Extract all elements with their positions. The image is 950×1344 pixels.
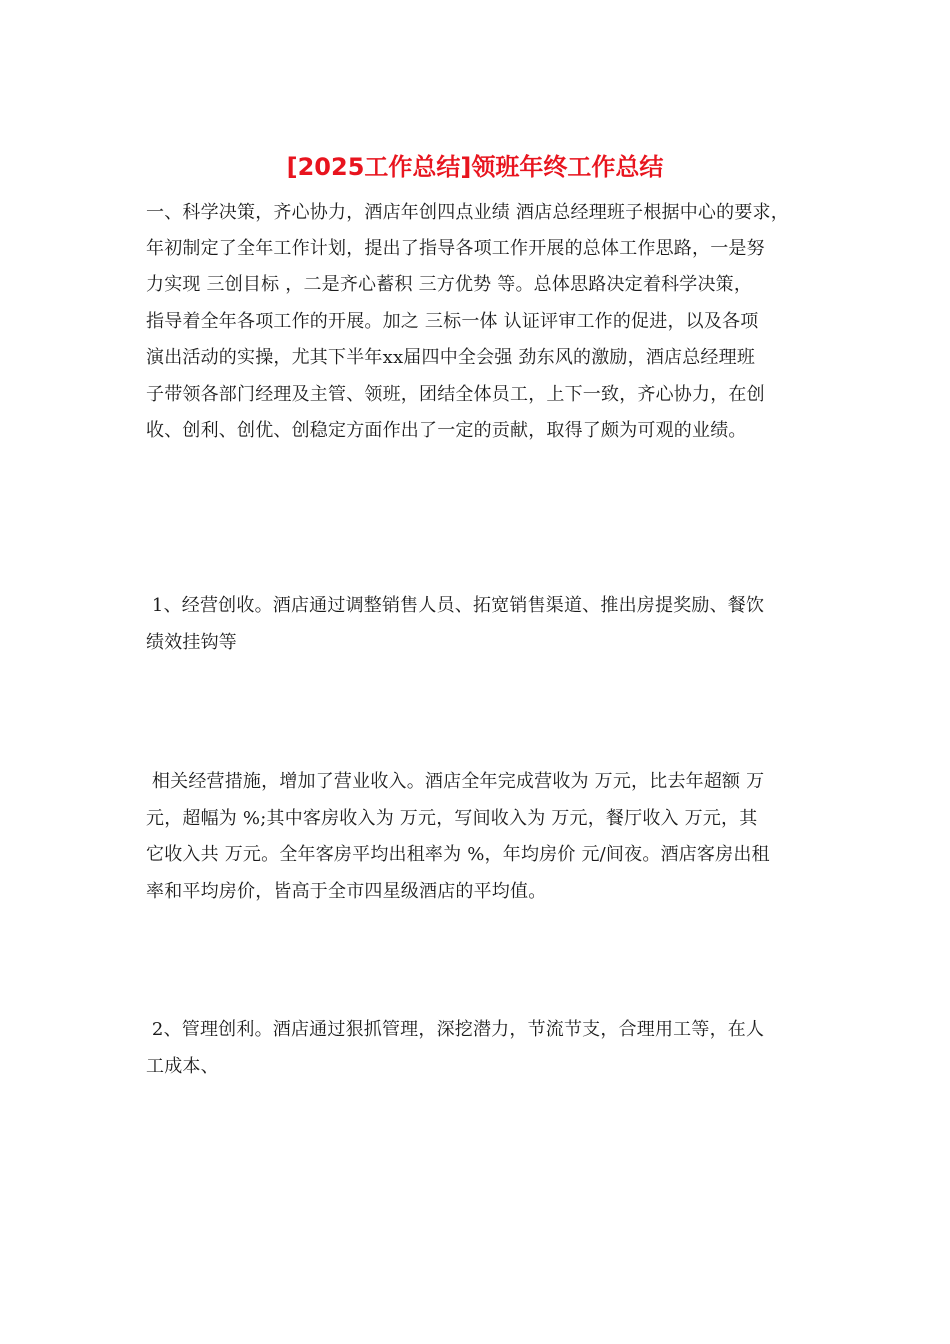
text-line: 1、经营创收。酒店通过调整销售人员、拓宽销售渠道、推出房提奖励、餐饮 xyxy=(146,595,765,616)
text-line: 年初制定了全年工作计划，提出了指导各项工作开展的总体工作思路，一是努 xyxy=(146,238,765,259)
text-line: 率和平均房价，皆高于全市四星级酒店的平均值。 xyxy=(146,881,547,902)
text-line: 演出活动的实操，尤其下半年xx届四中全会强 劲东风的激励，酒店总经理班 xyxy=(146,347,756,368)
document-title: [2025工作总结]领班年终工作总结 xyxy=(286,153,664,181)
text-line: 相关经营措施，增加了营业收入。酒店全年完成营收为 万元，比去年超额 万 xyxy=(146,771,765,792)
text-line: 绩效挂钩等 xyxy=(146,632,237,653)
text-line: 收、创利、创优、创稳定方面作出了一定的贡献，取得了颇为可观的业绩。 xyxy=(146,420,747,441)
text-line: 子带领各部门经理及主管、领班，团结全体员工，上下一致，齐心协力，在创 xyxy=(146,384,765,405)
text-line: 2、管理创利。酒店通过狠抓管理，深挖潜力，节流节支，合理用工等，在人 xyxy=(146,1019,765,1040)
text-line: 元，超幅为 %;其中客房收入为 万元，写间收入为 万元，餐厅收入 万元，其 xyxy=(146,808,758,829)
text-line: 它收入共 万元。全年客房平均出租率为 %，年均房价 元/间夜。酒店客房出租 xyxy=(146,844,770,865)
text-line: 力实现 三创目标 ，二是齐心蓄积 三方优势 等。总体思路决定着科学决策， xyxy=(146,274,753,295)
text-line: 工成本、 xyxy=(146,1056,219,1077)
text-line: 指导着全年各项工作的开展。加之 三标一体 认证评审工作的促进，以及各项 xyxy=(146,311,759,332)
text-line: 一、科学决策，齐心协力，酒店年创四点业绩 酒店总经理班子根据中心的要求， xyxy=(146,202,789,223)
